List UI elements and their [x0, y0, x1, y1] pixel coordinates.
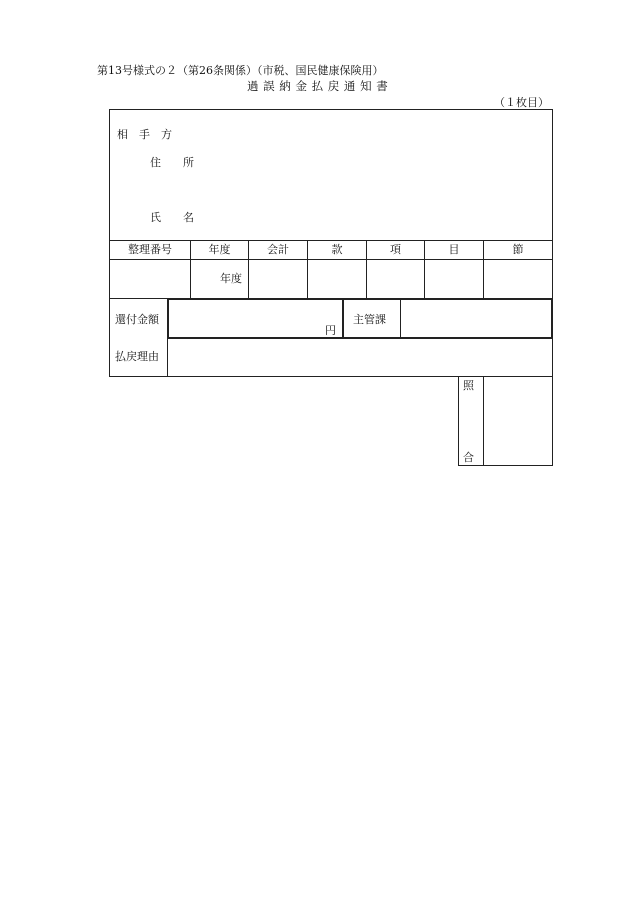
name-label: 氏 名 — [150, 211, 194, 224]
header-detail: 節 — [512, 243, 524, 256]
collation-bottom-char: 合 — [463, 451, 474, 464]
header-section: 款 — [331, 243, 343, 256]
header-item: 項 — [390, 243, 401, 256]
header-reference-number: 整理番号 — [128, 243, 172, 256]
collation-top-char: 照 — [463, 379, 474, 392]
address-label: 住 所 — [150, 156, 194, 169]
form-number: 第13号様式の２（第26条関係）（市税、国民健康保険用） — [97, 64, 384, 77]
fiscal-year-suffix: 年度 — [220, 272, 242, 285]
header-account: 会計 — [267, 243, 289, 256]
header-fiscal-year: 年度 — [208, 243, 231, 256]
recipient-label: 相 手 方 — [117, 128, 172, 141]
refund-amount-label: 還付金額 — [115, 313, 159, 326]
yen-unit: 円 — [325, 324, 336, 337]
document-title: 過 誤 納 金 払 戻 通 知 書 — [247, 79, 389, 93]
department-label: 主管課 — [353, 313, 386, 326]
header-subitem: 目 — [448, 243, 460, 256]
refund-reason-label: 払戻理由 — [115, 350, 159, 363]
sheet-label: （１枚目） — [494, 96, 549, 109]
